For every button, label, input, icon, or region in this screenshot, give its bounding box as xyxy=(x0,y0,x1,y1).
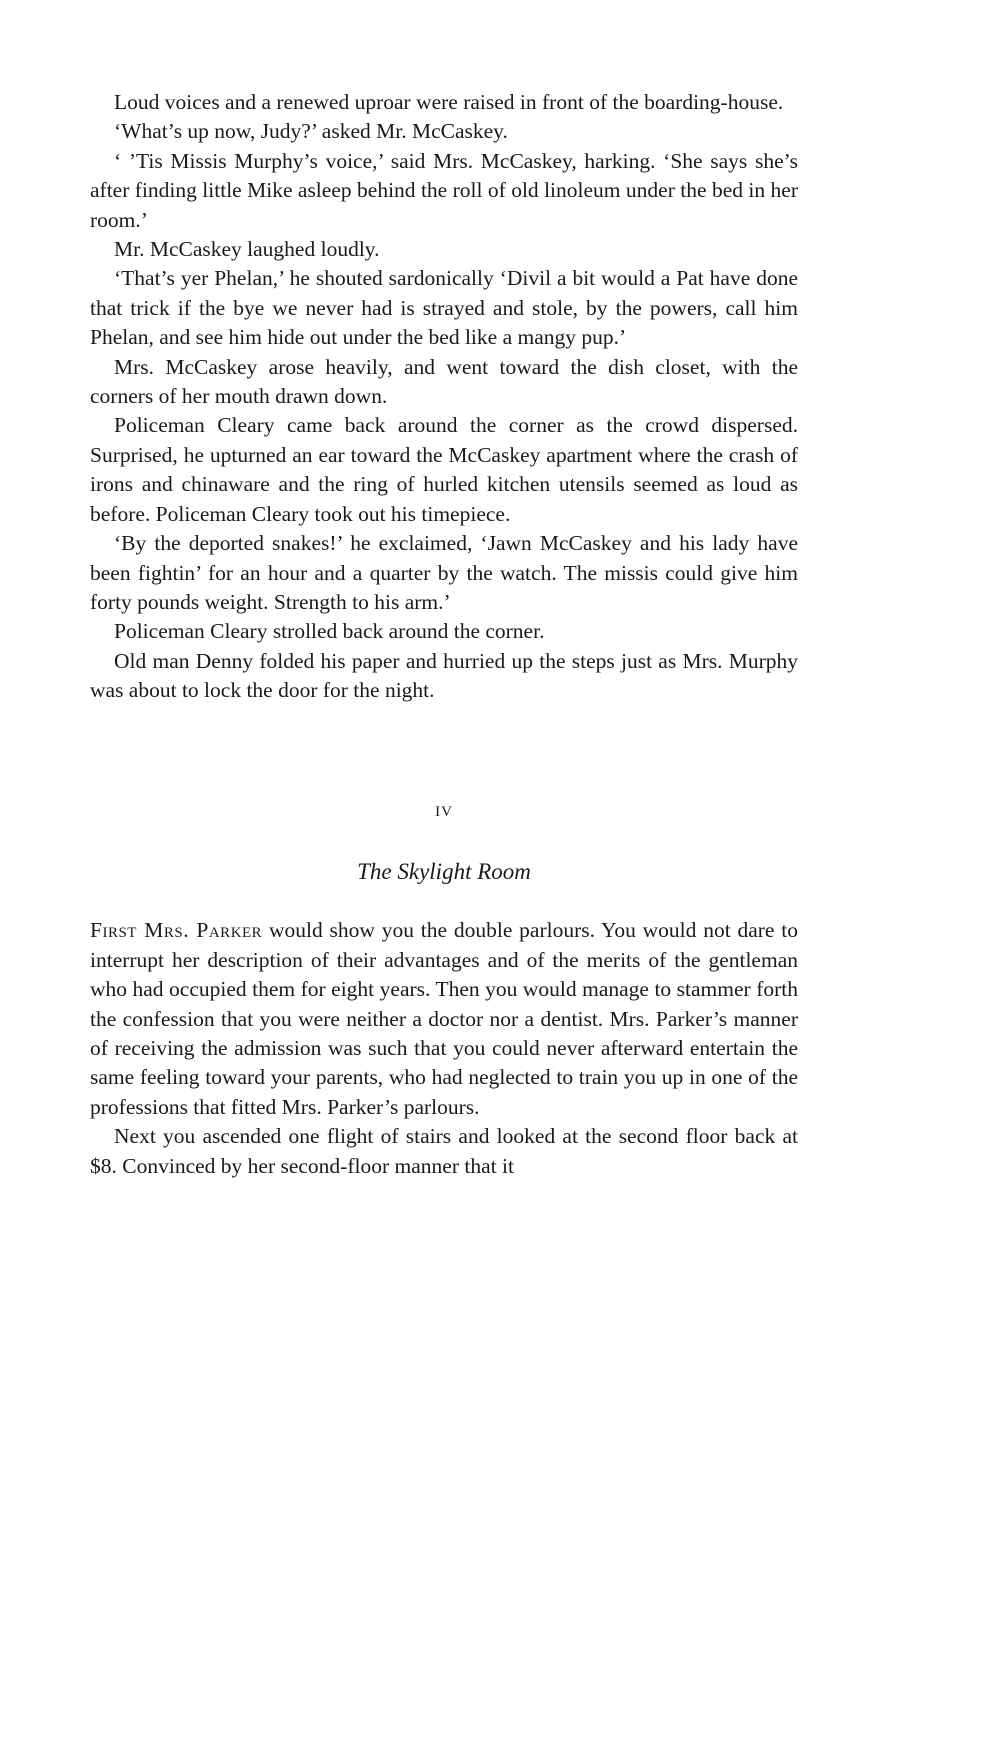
paragraph: Mr. McCaskey laughed loudly. xyxy=(114,237,380,262)
paragraph: Policeman Cleary came back around the corner as the crowd dispersed. Surprised, he upturned an ear toward the McCaskey apartment where the crash of irons and chinaware and the ring of hurled kitchen utensils seemed as loud as before. Policeman Cleary took out his timepiece. xyxy=(90,413,798,526)
paragraph: Loud voices and a renewed uproar were raised in front of the boarding-house. xyxy=(114,90,784,114)
paragraph: Policeman Cleary strolled back around the corner. xyxy=(114,619,545,644)
paragraph: Next you ascended one flight of stairs and looked at the second floor back at $8. Convinced by her second-floor manner that it xyxy=(90,1124,798,1178)
paragraph: Old man Denny folded his paper and hurried up the steps just as Mrs. Murphy was about to lock the door for the night. xyxy=(90,648,798,703)
section-title: The Skylight Room xyxy=(357,858,531,884)
section-numeral: IV xyxy=(435,803,453,820)
book-page xyxy=(90,88,798,1181)
paragraph: ‘By the deported snakes!’ he exclaimed, ‘Jawn McCaskey and his lady have been fightin’ for an hour and a quarter by the watch. The missis could give him forty pounds weight. Strength to his arm.’ xyxy=(90,531,798,614)
paragraph: ‘ ’Tis Missis Murphy’s voice,’ said Mrs. McCaskey, harking. ‘She says she’s after finding little Mike asleep behind the roll of old linoleum under the bed in her room.’ xyxy=(90,148,798,232)
paragraph: ‘What’s up now, Judy?’ asked Mr. McCaskey. xyxy=(114,119,508,144)
paragraph: Mrs. McCaskey arose heavily, and went toward the dish closet, with the corners of her mouth drawn down. xyxy=(90,354,798,409)
opening-paragraph-text: would show you the double parlours. You would not dare to interrupt her description of their advantages and of the merits of the gentleman who had occupied them for eight years. Then you would manage to stammer forth the confession that you were neither a doctor nor a dentist. Mrs. Parker’s manner of receiving the admission was such that you could never afterward entertain the same feeling toward your parents, who had neglected to train you up in one of the professions that fitted Mrs. Parker’s parlours. xyxy=(90,918,798,1119)
paragraph: ‘That’s yer Phelan,’ he shouted sardonically ‘Divil a bit would a Pat have done that trick if the bye we never had is strayed and stole, by the powers, call him Phelan, and see him hide out under the bed like a mangy pup.’ xyxy=(90,266,798,350)
opening-paragraph xyxy=(90,916,798,1122)
opening-small-caps: First Mrs. Parker xyxy=(90,918,263,943)
